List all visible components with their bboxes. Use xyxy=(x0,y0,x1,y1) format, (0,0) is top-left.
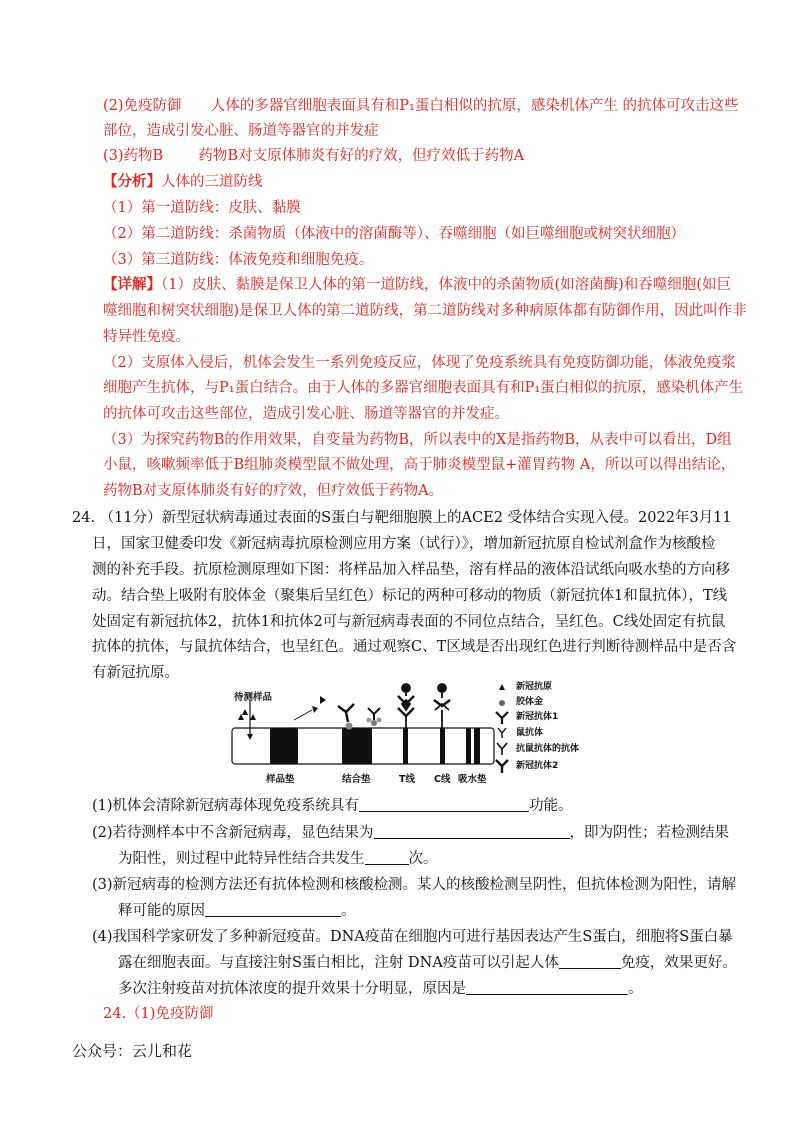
detail-p3-line-3: 药物B对支原体肺炎有好的疗效，但疗效低于药物A。 xyxy=(103,483,444,499)
legend-antigen: 新冠抗原 xyxy=(516,682,553,692)
flow-arrow xyxy=(294,710,312,720)
sub-q2-text: (2)若待测样本中不含新冠病毒，显色结果为 xyxy=(92,825,374,841)
answer-blank-2a[interactable] xyxy=(374,824,570,839)
sub-q2-mid: ，即为阴性；若检测结果 xyxy=(569,825,730,841)
analysis-heading xyxy=(103,172,263,192)
sub-q4-mid: 免疫，效果更好。 xyxy=(620,955,737,971)
sub-question-4: (4)我国科学家研发了多种新冠疫苗。DNA疫苗在细胞内可进行基因表达产生S蛋白，细胞将S蛋白暴 xyxy=(92,929,733,945)
anti-mouse-antibody-legend-icon xyxy=(497,743,507,755)
detail-p1-line-1 xyxy=(103,275,731,295)
antibody1-gold-icon xyxy=(338,704,354,730)
detail-p1a: （1）皮肤、黏膜是保卫人体的第一道防线，体液中的杀菌物质(如溶菌酶)和吞噬细胞(如巨 xyxy=(161,277,731,293)
sub-question-2-cont xyxy=(118,849,438,869)
sub-question-2 xyxy=(92,823,729,843)
q24-l1: （11分）新型冠状病毒通过表面的S蛋白与靶细胞膜上的ACE2 受体结合实现入侵。2022年3月11 xyxy=(99,510,732,526)
sub-question-4-cont xyxy=(118,953,737,973)
q24-line-7: 有新冠抗原。 xyxy=(92,665,179,681)
answer-blank-3[interactable] xyxy=(205,902,341,917)
legend-mouse-antibody: 鼠抗体 xyxy=(516,728,544,738)
detail-p1-line-3: 特异性免疫。 xyxy=(103,329,190,345)
sub-q4-cont2: 多次注射疫苗对抗体浓度的提升效果十分明显，原因是 xyxy=(118,981,466,997)
answer-2-line xyxy=(103,96,738,116)
antigen-icon xyxy=(242,709,248,715)
sub-q2-cont: 为阳性，则过程中此特异性结合共发生 xyxy=(118,851,365,867)
detail-p2-line-3: 的抗体可攻击这些部位，造成引发心脏、肠道等器官的并发症。 xyxy=(103,406,509,422)
answer-blank-1[interactable] xyxy=(359,797,529,812)
absorbent-pad xyxy=(474,728,480,764)
c-line xyxy=(440,728,445,764)
absorbent-pad-label: 吸水垫 xyxy=(458,774,487,785)
answer-3-line xyxy=(103,146,524,166)
q24-line-6: 抗体的抗体，与鼠抗体结合，也呈红色。通过观察C、T区域是否出现红色进行判断待测样品中是否含 xyxy=(92,639,737,655)
analysis-line-2: （2）第二道防线：杀菌物质（体液中的溶菌酶等）、吞噬细胞（如巨噬细胞或树突状细胞） xyxy=(103,226,685,242)
t-line xyxy=(403,728,408,764)
antigen-test-diagram xyxy=(228,682,623,788)
answer-3-label: (3)药物B xyxy=(103,148,164,164)
detail-p3-line-1: （3）为探究药物B的作用效果，自变量为药物B，所以表中的X是指药物B，从表中可以看出，D组 xyxy=(103,432,732,448)
legend-antibody2: 新冠抗体2 xyxy=(516,761,559,771)
sub-q3-cont: 释可能的原因 xyxy=(118,903,205,919)
flow-arrow-head xyxy=(312,706,318,713)
q24-line-4: 动。结合垫上吸附有胶体金（聚集后呈红色）标记的两种可移动的物质（新冠抗体1和鼠抗体），T线 xyxy=(92,588,728,604)
analysis-tag: 【分析】 xyxy=(103,173,161,190)
c-line-complex-icon xyxy=(434,684,450,728)
antigen-legend-icon xyxy=(499,684,505,690)
detail-p3-line-2: 小鼠，咳嗽频率低于B组肺炎模型鼠不做处理，高于肺炎模型鼠+灌胃药物 A，所以可以得出结论， xyxy=(103,457,736,473)
sub-q1-text: (1)机体会清除新冠病毒体现免疫系统具有 xyxy=(92,798,360,814)
sub-q2-tail: 次。 xyxy=(408,851,438,867)
antibody1-legend-icon xyxy=(496,712,508,724)
gold-legend-icon xyxy=(499,700,505,706)
q24-line-5: 处固定有新冠抗体2，抗体1和抗体2可与新冠病毒表面的不同位点结合，呈红色。C线处固定有抗鼠 xyxy=(92,614,726,630)
legend-symbols xyxy=(492,682,514,782)
antigen-icon xyxy=(320,696,326,704)
analysis-title: 人体的三道防线 xyxy=(161,174,263,190)
answer-blank-2b[interactable] xyxy=(365,850,409,865)
legend-anti-mouse-antibody: 抗鼠抗体的抗体 xyxy=(516,744,580,754)
q24-number: 24. xyxy=(72,510,96,526)
answer-blank-4a[interactable] xyxy=(559,954,621,969)
t-line-label: T线 xyxy=(399,774,415,785)
q24-line-2: 日，国家卫健委印发《新冠病毒抗原检测应用方案（试行）》，增加新冠抗原自检试剂盒作为核酸检 xyxy=(92,536,716,552)
answer-2-text: 人体的多器官细胞表面具有和P₁蛋白相似的抗原，感染机体产生 的抗体可攻击这些 xyxy=(210,98,739,114)
conjugate-pad xyxy=(342,728,372,764)
absorbent-pad-edge xyxy=(466,728,471,764)
sub-q4-tail: 。 xyxy=(628,981,643,997)
legend-gold: 胶体金 xyxy=(516,697,544,707)
detail-p2-line-2: 细胞产生抗体，与P₁蛋白结合。由于人体的多器官细胞表面具有和P₁蛋白相似的抗原，感染机体产生 xyxy=(103,380,744,396)
answer-24: 24.（1)免疫防御 xyxy=(103,1006,214,1022)
sample-label: 待测样品 xyxy=(234,692,273,703)
sub-q1-tail: 功能。 xyxy=(529,798,573,814)
t-line-complex-icon xyxy=(398,684,414,728)
sub-question-3: (3)新冠病毒的检测方法还有抗体检测和核酸检测。某人的核酸检测呈阴性，但抗体检测为阳性，请解 xyxy=(92,877,737,893)
answer-blank-4b[interactable] xyxy=(466,980,628,995)
sample-pad xyxy=(270,728,298,764)
sub-question-4-cont-2 xyxy=(118,979,643,999)
analysis-line-3: （3）第三道防线：体液免疫和细胞免疫。 xyxy=(103,252,374,268)
antigen-icon xyxy=(250,714,256,720)
answer-2-cont: 部位，造成引发心脏、肠道等器官的并发症 xyxy=(103,123,379,139)
sub-q3-tail: 。 xyxy=(341,903,356,919)
answer-3-text: 药物B对支原体肺炎有好的疗效，但疗效低于药物A xyxy=(198,148,525,164)
sample-pad-label: 样品垫 xyxy=(266,774,295,785)
mouse-antibody-legend-icon xyxy=(498,728,506,738)
analysis-line-1: （1）第一道防线：皮肤、黏膜 xyxy=(103,200,301,216)
mouse-antibody-gold-icon xyxy=(367,708,382,726)
sub-q4-cont: 露在细胞表面。与直接注射S蛋白相比，注射 DNA疫苗可以引起人体 xyxy=(118,955,559,971)
detail-p1-line-2: 噬细胞和树突状细胞)是保卫人体的第二道防线，第二道防线对多种病原体都有防御作用，因此叫作非 xyxy=(103,303,747,319)
legend-antibody1: 新冠抗体1 xyxy=(516,712,559,722)
detail-tag: 【详解】 xyxy=(103,276,161,293)
q24-line-1 xyxy=(72,508,732,528)
sub-question-3-cont xyxy=(118,901,356,921)
c-line-label: C线 xyxy=(434,774,451,785)
sub-question-1 xyxy=(92,796,573,816)
antibody2-legend-icon xyxy=(496,760,508,773)
footer-credit: 公众号：云儿和花 xyxy=(72,1042,193,1060)
q24-line-3: 测的补充手段。抗原检测原理如下图：将样品加入样品垫，溶有样品的液体沿试纸向吸水垫的方向移 xyxy=(92,562,730,578)
answer-2-label: (2)免疫防御 xyxy=(103,98,182,114)
conjugate-pad-label: 结合垫 xyxy=(342,774,371,785)
detail-p2-line-1: （2）支原体入侵后，机体会发生一系列免疫反应，体现了免疫系统具有免疫防御功能，体液免疫浆 xyxy=(103,355,736,371)
